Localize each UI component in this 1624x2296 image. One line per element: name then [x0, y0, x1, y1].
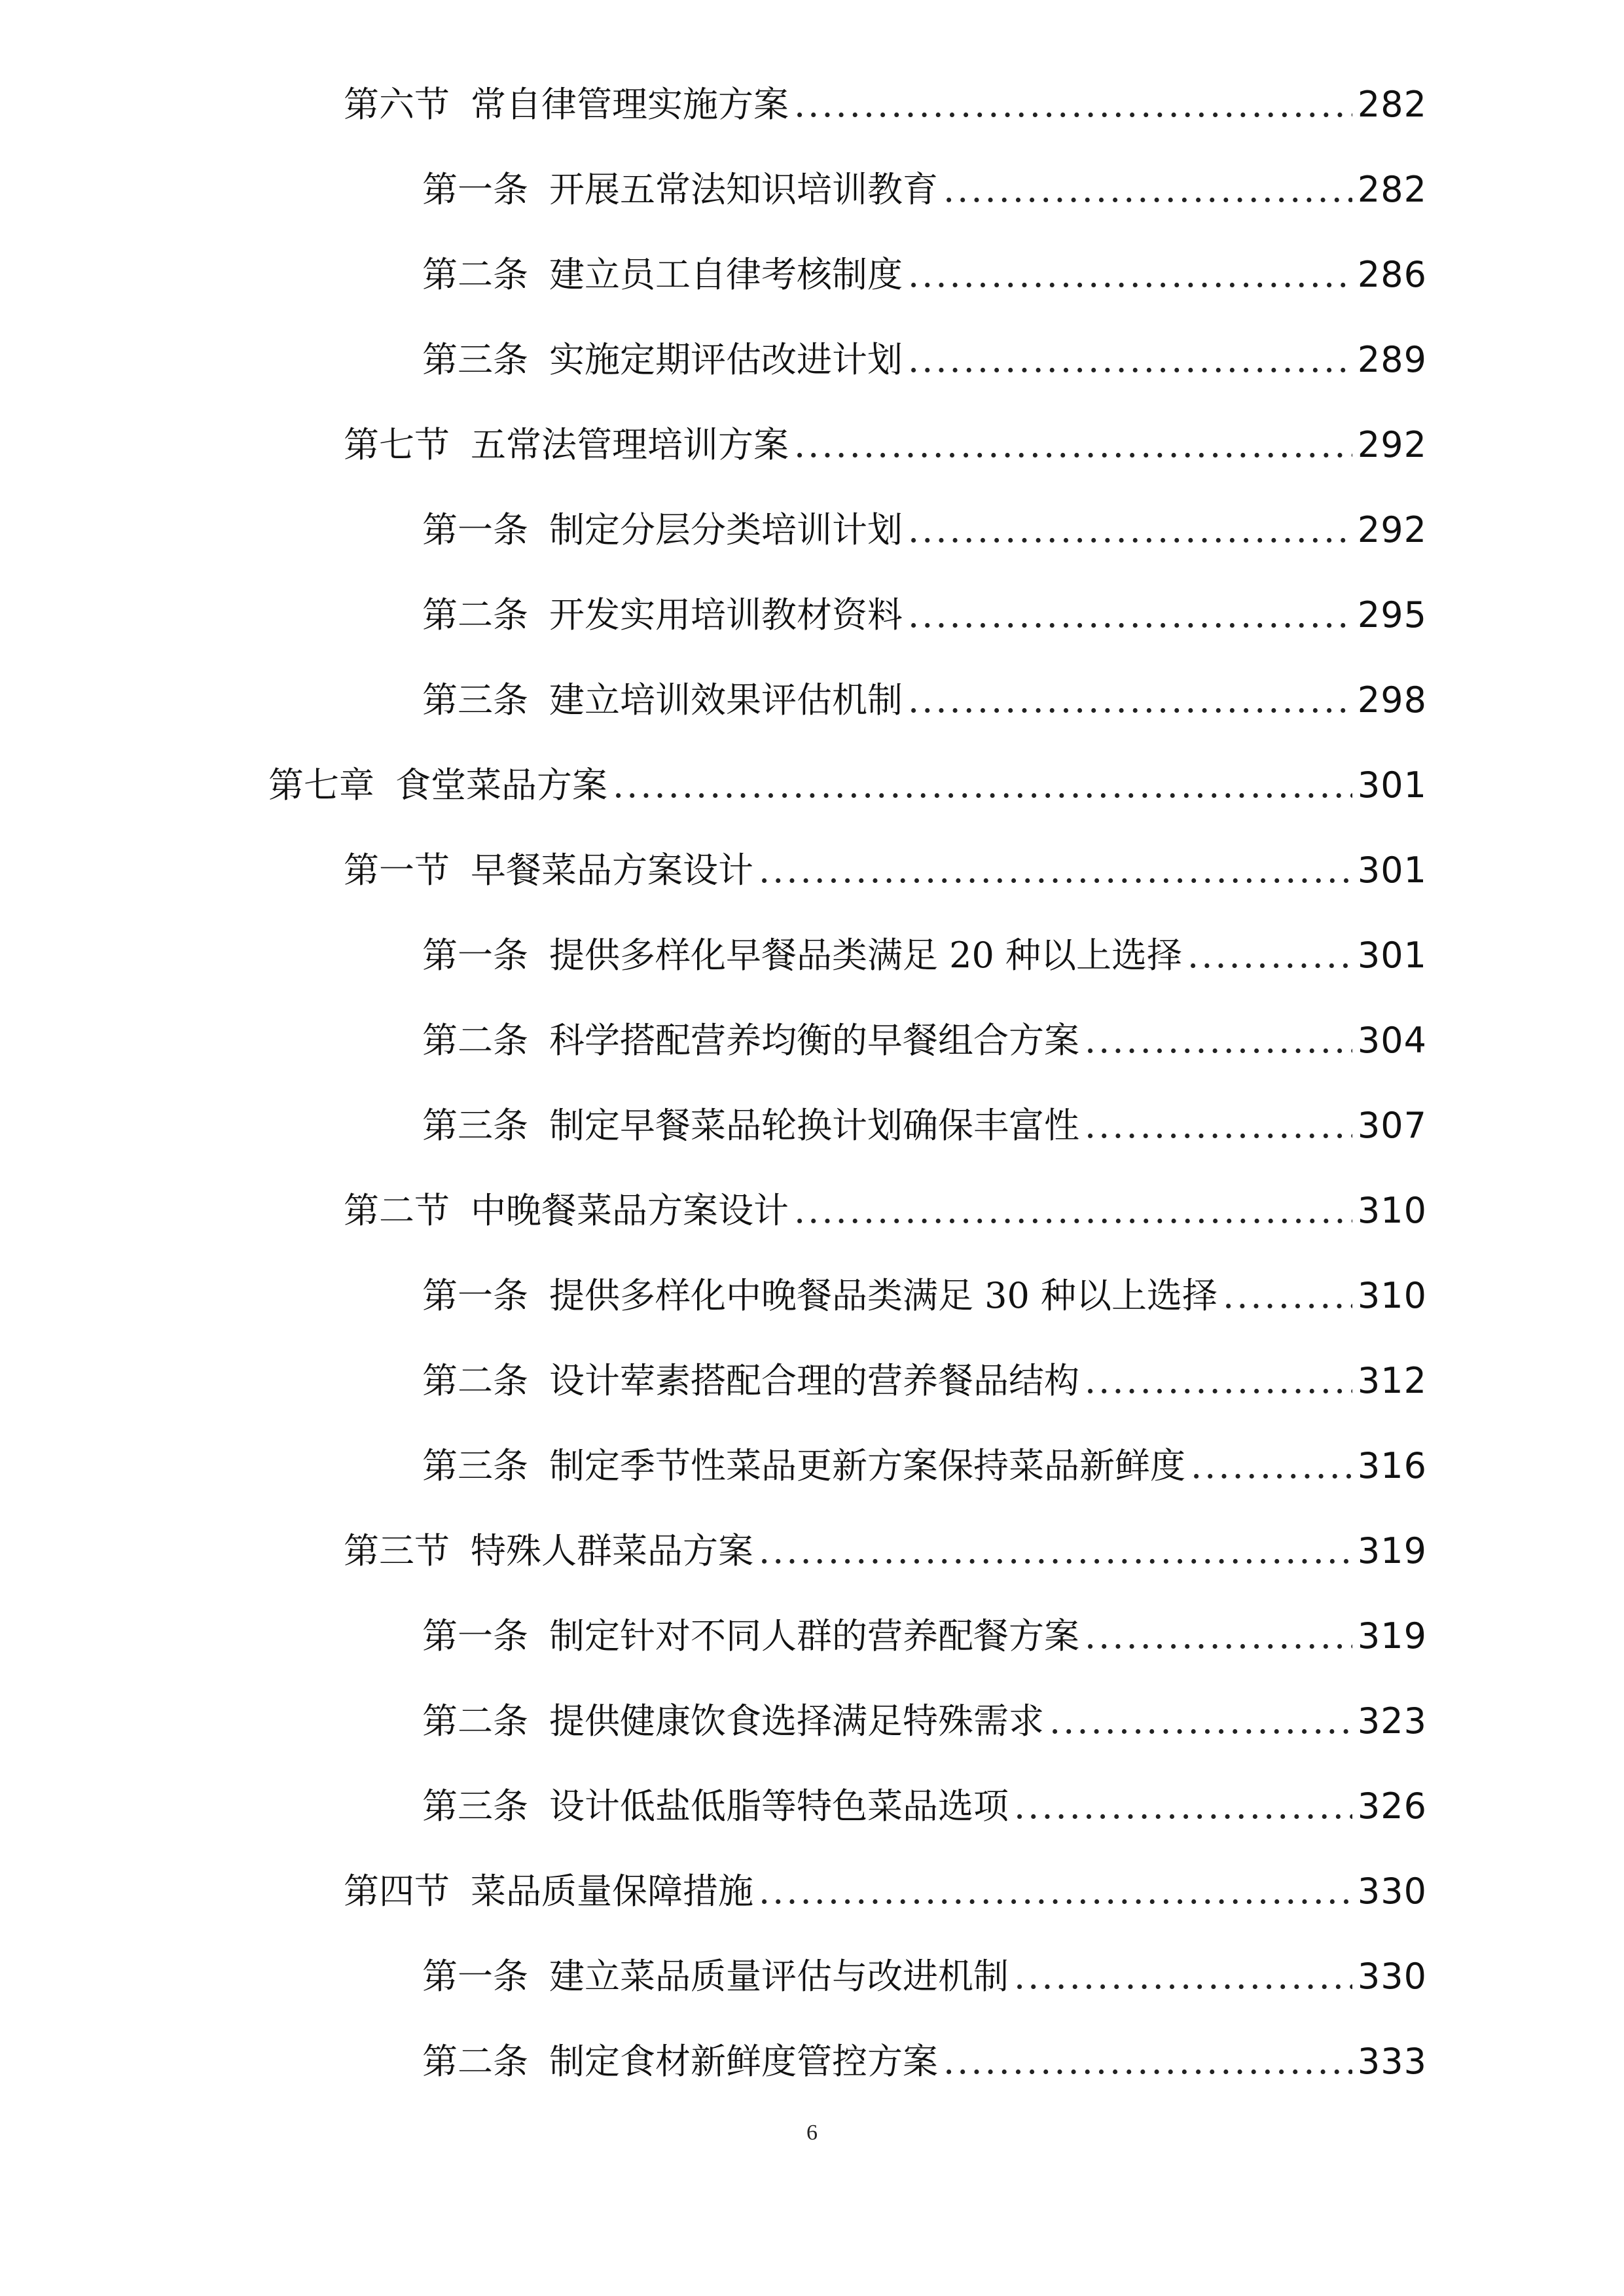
toc-entry-article[interactable] [422, 1944, 1427, 2009]
toc-entry-article[interactable] [422, 1604, 1427, 1669]
toc-entry-title: 实施定期评估改进计划 [549, 339, 903, 380]
toc-entry-label: 第一条 [422, 509, 528, 550]
toc-entry-title: 制定季节性菜品更新方案保持菜品新鲜度 [549, 1445, 1185, 1486]
toc-entry-title: 开发实用培训教材资料 [549, 594, 903, 636]
toc-entry-page-number: 304 [1357, 1020, 1427, 1061]
toc-entry-label: 第三条 [422, 1445, 528, 1486]
toc-entry-label: 第一条 [422, 1275, 528, 1316]
toc-entry-label: 第一条 [422, 1615, 528, 1657]
toc-entry-label: 第一条 [422, 1956, 528, 1997]
toc-entry-article[interactable] [422, 923, 1427, 988]
toc-entry-title: 制定早餐菜品轮换计划确保丰富性 [549, 1105, 1079, 1146]
toc-entry-title: 食堂菜品方案 [395, 764, 607, 806]
toc-entry-page-number: 301 [1357, 850, 1427, 891]
toc-entry-title: 早餐菜品方案设计 [471, 850, 753, 891]
toc-entry-title: 中晚餐菜品方案设计 [471, 1190, 789, 1231]
dot-leader [908, 668, 1352, 733]
toc-entry-title: 菜品质量保障措施 [471, 1871, 753, 1912]
toc-entry-article[interactable] [422, 583, 1427, 648]
toc-entry-label: 第七章 [268, 764, 374, 806]
dot-leader [1187, 923, 1352, 988]
toc-entry-label: 第三条 [422, 1105, 528, 1146]
toc-entry-page-number: 295 [1357, 594, 1427, 636]
toc-entry-page-number: 310 [1357, 1275, 1427, 1316]
toc-entry-title: 设计荤素搭配合理的营养餐品结构 [549, 1360, 1079, 1401]
toc-entry-label: 第六节 [344, 84, 450, 125]
toc-entry-page-number: 333 [1357, 2041, 1427, 2082]
toc-entry-label: 第二条 [422, 1020, 528, 1061]
toc-entry-title: 五常法管理培训方案 [471, 424, 789, 465]
toc-entry-article[interactable] [422, 1774, 1427, 1839]
page-number: 6 [806, 2121, 818, 2145]
dot-leader [794, 412, 1352, 478]
dot-leader [759, 838, 1352, 903]
toc-entry-article[interactable] [422, 1263, 1427, 1329]
toc-entry-article[interactable] [422, 668, 1427, 733]
toc-entry-label: 第四节 [344, 1871, 450, 1912]
dot-leader [943, 157, 1352, 223]
toc-entry-title: 常自律管理实施方案 [471, 84, 789, 125]
dot-leader [794, 72, 1352, 137]
toc-entry-article[interactable] [422, 157, 1427, 223]
toc-entry-page-number: 298 [1357, 679, 1427, 721]
toc-entry-article[interactable] [422, 1689, 1427, 1754]
toc-entry-title: 科学搭配营养均衡的早餐组合方案 [549, 1020, 1079, 1061]
toc-entry-article[interactable] [422, 1008, 1427, 1073]
toc-entry-article[interactable] [422, 242, 1427, 308]
toc-entry-article[interactable] [422, 1433, 1427, 1499]
dot-leader [908, 583, 1352, 648]
dot-leader [613, 753, 1352, 818]
toc-entry-page-number: 326 [1357, 1785, 1427, 1827]
toc-entry-page-number: 330 [1357, 1956, 1427, 1997]
dot-leader [1085, 1604, 1352, 1669]
toc-entry-page-number: 282 [1357, 84, 1427, 125]
dot-leader [1085, 1008, 1352, 1073]
toc-entry-label: 第二节 [344, 1190, 450, 1231]
dot-leader [1085, 1093, 1352, 1158]
toc-entry-title: 建立菜品质量评估与改进机制 [549, 1956, 1009, 1997]
dot-leader [908, 327, 1352, 393]
dot-leader [759, 1859, 1352, 1924]
dot-leader [1049, 1689, 1352, 1754]
toc-entry-page-number: 330 [1357, 1871, 1427, 1912]
toc-entry-section[interactable] [344, 1178, 1427, 1244]
toc-entry-title: 特殊人群菜品方案 [471, 1530, 753, 1571]
dot-leader [943, 2029, 1352, 2094]
toc-entry-label: 第二条 [422, 594, 528, 636]
toc-entry-chapter[interactable] [268, 753, 1427, 818]
toc-entry-title: 制定分层分类培训计划 [549, 509, 903, 550]
toc-entry-label: 第一条 [422, 169, 528, 210]
toc-entry-article[interactable] [422, 1348, 1427, 1414]
toc-entry-article[interactable] [422, 497, 1427, 563]
toc-entry-page-number: 289 [1357, 339, 1427, 380]
toc-entry-title: 设计低盐低脂等特色菜品选项 [549, 1785, 1009, 1827]
toc-entry-section[interactable] [344, 412, 1427, 478]
toc-entry-title: 制定食材新鲜度管控方案 [549, 2041, 938, 2082]
dot-leader [908, 242, 1352, 308]
dot-leader [1014, 1944, 1352, 2009]
dot-leader [1085, 1348, 1352, 1414]
toc-entry-title: 提供多样化中晚餐品类满足 30 种以上选择 [549, 1275, 1218, 1316]
toc-entry-article[interactable] [422, 2029, 1427, 2094]
dot-leader [908, 497, 1352, 563]
toc-entry-title: 建立员工自律考核制度 [549, 254, 903, 295]
toc-entry-label: 第一条 [422, 935, 528, 976]
toc-entry-page-number: 312 [1357, 1360, 1427, 1401]
dot-leader [759, 1518, 1352, 1584]
toc-entry-page-number: 286 [1357, 254, 1427, 295]
toc-entry-article[interactable] [422, 327, 1427, 393]
toc-entry-label: 第一节 [344, 850, 450, 891]
toc-entry-label: 第三条 [422, 339, 528, 380]
toc-entry-page-number: 292 [1357, 424, 1427, 465]
toc-entry-label: 第二条 [422, 1360, 528, 1401]
toc-entry-title: 提供健康饮食选择满足特殊需求 [549, 1700, 1044, 1742]
toc-entry-page-number: 319 [1357, 1530, 1427, 1571]
toc-entry-page-number: 301 [1357, 935, 1427, 976]
toc-entry-page-number: 292 [1357, 509, 1427, 550]
toc-entry-title: 提供多样化早餐品类满足 20 种以上选择 [549, 935, 1183, 976]
toc-entry-page-number: 282 [1357, 169, 1427, 210]
toc-entry-label: 第三节 [344, 1530, 450, 1571]
toc-entry-page-number: 316 [1357, 1445, 1427, 1486]
toc-entry-label: 第七节 [344, 424, 450, 465]
dot-leader [1014, 1774, 1352, 1839]
toc-entry-label: 第二条 [422, 254, 528, 295]
toc-entry-label: 第二条 [422, 1700, 528, 1742]
toc-entry-title: 开展五常法知识培训教育 [549, 169, 938, 210]
toc-entry-title: 建立培训效果评估机制 [549, 679, 903, 721]
toc-entry-section[interactable] [344, 72, 1427, 137]
toc-entry-label: 第二条 [422, 2041, 528, 2082]
toc-entry-label: 第三条 [422, 679, 528, 721]
toc-entry-page-number: 323 [1357, 1700, 1427, 1742]
dot-leader [1223, 1263, 1352, 1329]
toc-entry-page-number: 301 [1357, 764, 1427, 806]
dot-leader [1191, 1433, 1352, 1499]
toc-entry-article[interactable] [422, 1093, 1427, 1158]
toc-entry-page-number: 310 [1357, 1190, 1427, 1231]
dot-leader [794, 1178, 1352, 1244]
toc-entry-title: 制定针对不同人群的营养配餐方案 [549, 1615, 1079, 1657]
toc-entry-section[interactable] [344, 838, 1427, 903]
toc-entry-page-number: 319 [1357, 1615, 1427, 1657]
toc-entry-label: 第三条 [422, 1785, 528, 1827]
toc-entry-page-number: 307 [1357, 1105, 1427, 1146]
toc-entry-section[interactable] [344, 1518, 1427, 1584]
toc-entry-section[interactable] [344, 1859, 1427, 1924]
